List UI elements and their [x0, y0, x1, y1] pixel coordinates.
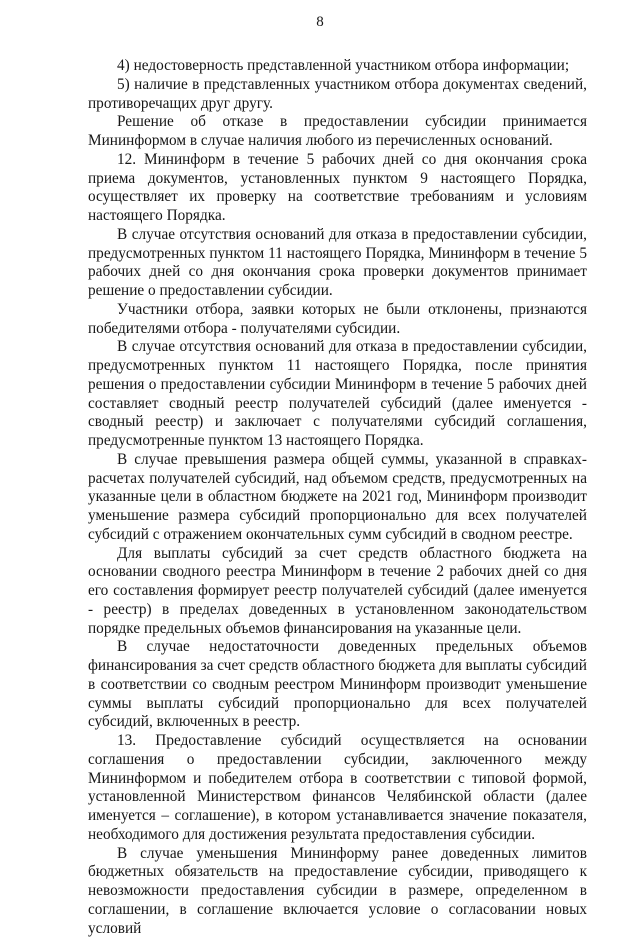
- paragraph-payment-register: Для выплаты субсидий за счет средств областного бюджета на основании сводного реестра Мининформ в течение 2 рабочих дней со дня его составления формирует реестр получателей субсидий (далее именуется - реестр) в пределах доведенных в установленном законодательством порядке предельных объемов финансирования на указанные цели.: [88, 545, 587, 639]
- paragraph-winners: Участники отбора, заявки которых не были отклонены, признаются победителями отбора - получателями субсидии.: [88, 301, 587, 339]
- paragraph-reduced-limits: В случае уменьшения Мининформу ранее доведенных лимитов бюджетных обязательств на предоставление субсидии, приводящего к невозможности предоставления субсидии в размере, определенном в соглашении, в соглашение включается условие о согласовании новых условий: [88, 845, 587, 938]
- page-number: 8: [0, 13, 640, 31]
- paragraph-insufficient-funding: В случае недостаточности доведенных предельных объемов финансирования за счет средств областного бюджета для выплаты субсидий в соответствии со сводным реестром Мининформ производит уменьшение суммы выплаты субсидий пропорционально для всех получателей субсидий, включенных в реестр.: [88, 638, 587, 732]
- document-body: [88, 57, 587, 938]
- paragraph-consolidated-register: В случае отсутствия оснований для отказа в предоставлении субсидии, предусмотренных пунктом 11 настоящего Порядка, после принятия решения о предоставлении субсидии Мининформ в течение 5 рабочих дней составляет сводный реестр получателей субсидий (далее именуется - сводный реестр) и заключает с получателями субсидий соглашения, предусмотренные пунктом 13 настоящего Порядка.: [88, 338, 587, 451]
- paragraph-item-4: 4) недостоверность представленной участником отбора информации;: [88, 57, 587, 76]
- paragraph-grant-decision: В случае отсутствия оснований для отказа в предоставлении субсидии, предусмотренных пунктом 11 настоящего Порядка, Мининформ в течение 5 рабочих дней со дня окончания срока проверки документов принимает решение о предоставлении субсидии.: [88, 226, 587, 301]
- paragraph-clause-13: 13. Предоставление субсидий осуществляется на основании соглашения о предоставлении субсидии, заключенного между Мининформом и победителем отбора в соответствии с типовой формой, установленной Министерством финансов Челябинской области (далее именуется – соглашение), в котором устанавливается значение показателя, необходимого для достижения результата предоставления субсидии.: [88, 732, 587, 845]
- paragraph-clause-12: 12. Мининформ в течение 5 рабочих дней со дня окончания срока приема документов, установленных пунктом 9 настоящего Порядка, осуществляет их проверку на соответствие требованиям и условиям настоящего Порядка.: [88, 151, 587, 226]
- paragraph-excess-amount: В случае превышения размера общей суммы, указанной в справках-расчетах получателей субсидий, над объемом средств, предусмотренных на указанные цели в областном бюджете на 2021 год, Мининформ производит уменьшение размера субсидий пропорционально для всех получателей субсидий с отражением окончательных сумм субсидий в сводном реестре.: [88, 451, 587, 545]
- paragraph-item-5: 5) наличие в представленных участником отбора документах сведений, противоречащих друг другу.: [88, 76, 587, 114]
- paragraph-refusal-decision: Решение об отказе в предоставлении субсидии принимается Мининформом в случае наличия любого из перечисленных оснований.: [88, 113, 587, 151]
